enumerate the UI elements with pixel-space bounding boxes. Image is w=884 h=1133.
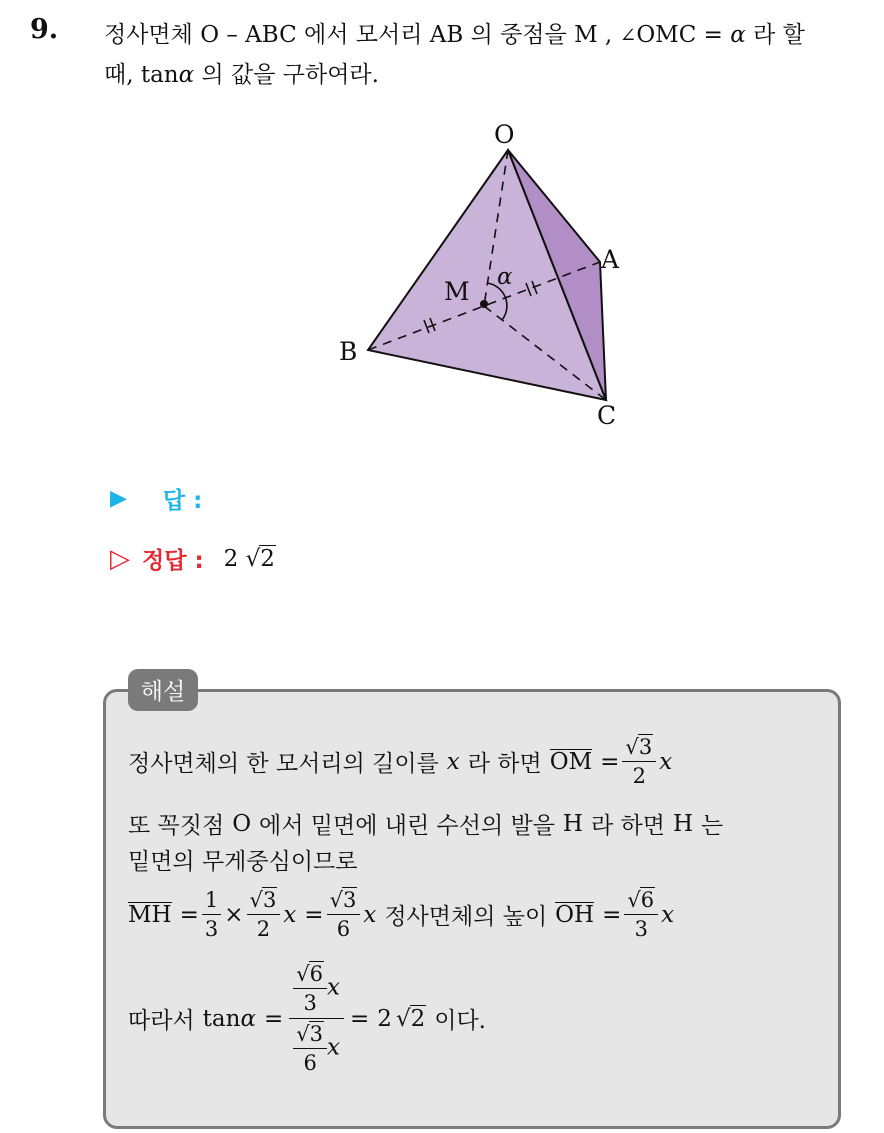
radicand: 2 bbox=[410, 1005, 426, 1032]
compound-denominator: $\frac{√3}{6}$ x bbox=[289, 1019, 344, 1075]
radicand: 3 bbox=[342, 888, 357, 912]
alpha-symbol: α bbox=[240, 1005, 256, 1032]
correct-answer-row bbox=[110, 542, 276, 575]
var-x: x bbox=[363, 901, 377, 928]
fraction: $\frac{√3}{2}$ bbox=[247, 888, 281, 941]
denominator: 3 bbox=[204, 917, 219, 942]
equals-sign: = bbox=[602, 901, 622, 928]
fraction: $\frac{√3}{2}$ bbox=[622, 735, 656, 788]
correct-answer-value bbox=[224, 546, 276, 572]
question-number: 9. bbox=[30, 14, 59, 45]
radicand: 6 bbox=[640, 888, 655, 912]
point-O: O bbox=[232, 810, 252, 837]
label-B: B bbox=[339, 337, 358, 366]
fraction: $\frac{√3}{6}$ bbox=[327, 888, 361, 941]
explanation-line5 bbox=[128, 962, 486, 1076]
radicand: 2 bbox=[260, 545, 275, 572]
equals-sign: = bbox=[263, 1005, 284, 1032]
label-O: O bbox=[494, 120, 515, 149]
segment-MH: MH bbox=[128, 902, 172, 929]
question-text: 때, bbox=[104, 62, 134, 88]
question-text: 라 할 bbox=[753, 22, 805, 48]
correct-answer-label: 정답 : bbox=[142, 548, 204, 574]
times-sign: × bbox=[224, 901, 244, 928]
denominator: 2 bbox=[256, 917, 271, 942]
explanation-line4 bbox=[128, 888, 674, 941]
point-H: H bbox=[672, 810, 694, 837]
explanation-tab: 해설 bbox=[128, 669, 198, 711]
compound-numerator: $\frac{√6}{3}$ x bbox=[289, 962, 344, 1019]
tetrahedron-figure bbox=[0, 0, 884, 440]
explanation-text: 라 하면 bbox=[590, 813, 665, 839]
label-M: M bbox=[444, 277, 470, 306]
result-coef: 2 bbox=[377, 1005, 392, 1032]
var-x: x bbox=[327, 1034, 341, 1061]
equals-sign: = bbox=[179, 901, 199, 928]
fraction bbox=[202, 888, 221, 941]
solid-name: O – ABC bbox=[200, 22, 297, 48]
segment-OH: OH bbox=[555, 902, 595, 929]
explanation-text: 정사면체의 높이 bbox=[384, 904, 548, 931]
radicand: 3 bbox=[262, 888, 277, 912]
radicand: 3 bbox=[638, 735, 653, 759]
denominator: 6 bbox=[303, 1051, 317, 1076]
explanation-text: 또 꼭짓점 bbox=[128, 813, 225, 839]
compound-fraction bbox=[289, 962, 344, 1076]
sqrt-expression: √2 bbox=[245, 545, 275, 572]
explanation-text: 정사면체의 한 모서리의 길이를 bbox=[128, 751, 439, 778]
label-A: A bbox=[601, 245, 620, 274]
denominator: 6 bbox=[336, 917, 351, 942]
label-C: C bbox=[597, 401, 617, 430]
question-text: 에서 모서리 bbox=[304, 22, 423, 48]
midpoint-name: M , bbox=[574, 22, 613, 48]
explanation-text: 에서 밑면에 내린 수선의 발을 bbox=[259, 813, 555, 839]
edge-name: AB bbox=[429, 22, 464, 48]
equals-sign: = bbox=[600, 748, 620, 775]
fraction: $\frac{√6}{3}$ bbox=[624, 888, 658, 941]
var-x: x bbox=[283, 901, 297, 928]
var-x: x bbox=[659, 748, 673, 775]
tan-function: tan bbox=[202, 1005, 241, 1032]
angle-name: OMC bbox=[636, 22, 697, 48]
alpha-symbol: α bbox=[178, 62, 195, 88]
answer-row bbox=[110, 482, 202, 515]
question-text: 의 값을 구하여라. bbox=[201, 62, 379, 88]
play-outline-icon: ▷ bbox=[110, 543, 130, 574]
question-text: 정사면체 bbox=[104, 22, 193, 48]
radicand: 3 bbox=[309, 1022, 324, 1047]
point-M bbox=[480, 300, 488, 308]
tan-function: tan bbox=[140, 62, 179, 88]
answer-label: 답 : bbox=[162, 488, 203, 514]
explanation-line2 bbox=[128, 807, 723, 840]
equals-sign: = bbox=[703, 22, 723, 48]
alpha-symbol: α bbox=[730, 22, 746, 48]
label-alpha: α bbox=[497, 264, 513, 290]
explanation-text: 는 bbox=[701, 813, 724, 839]
question-text: 의 중점을 bbox=[470, 22, 567, 48]
point-H: H bbox=[562, 810, 583, 837]
var-x: x bbox=[327, 974, 341, 1001]
explanation-text: 따라서 bbox=[128, 1008, 195, 1035]
var-x: x bbox=[446, 748, 460, 775]
equals-sign: = bbox=[350, 1005, 370, 1032]
equals-sign: = bbox=[304, 901, 324, 928]
explanation-text: 이다. bbox=[434, 1008, 486, 1035]
var-x: x bbox=[661, 901, 675, 928]
angle-symbol: ∠ bbox=[619, 23, 637, 47]
denominator: 3 bbox=[303, 991, 317, 1016]
answer-coef: 2 bbox=[223, 545, 239, 572]
denominator: 2 bbox=[632, 764, 646, 789]
radicand: 6 bbox=[309, 962, 324, 986]
explanation-line1 bbox=[128, 735, 672, 788]
segment-OM: OM bbox=[549, 749, 593, 776]
numerator: 1 bbox=[202, 888, 221, 915]
play-icon: ▶ bbox=[110, 486, 127, 511]
explanation-text: 밑면의 무게중심이므로 bbox=[128, 849, 358, 875]
sqrt-expression: √2 bbox=[395, 1005, 426, 1032]
explanation-text: 라 하면 bbox=[467, 751, 542, 778]
denominator: 3 bbox=[634, 917, 648, 942]
explanation-line3 bbox=[128, 843, 358, 876]
